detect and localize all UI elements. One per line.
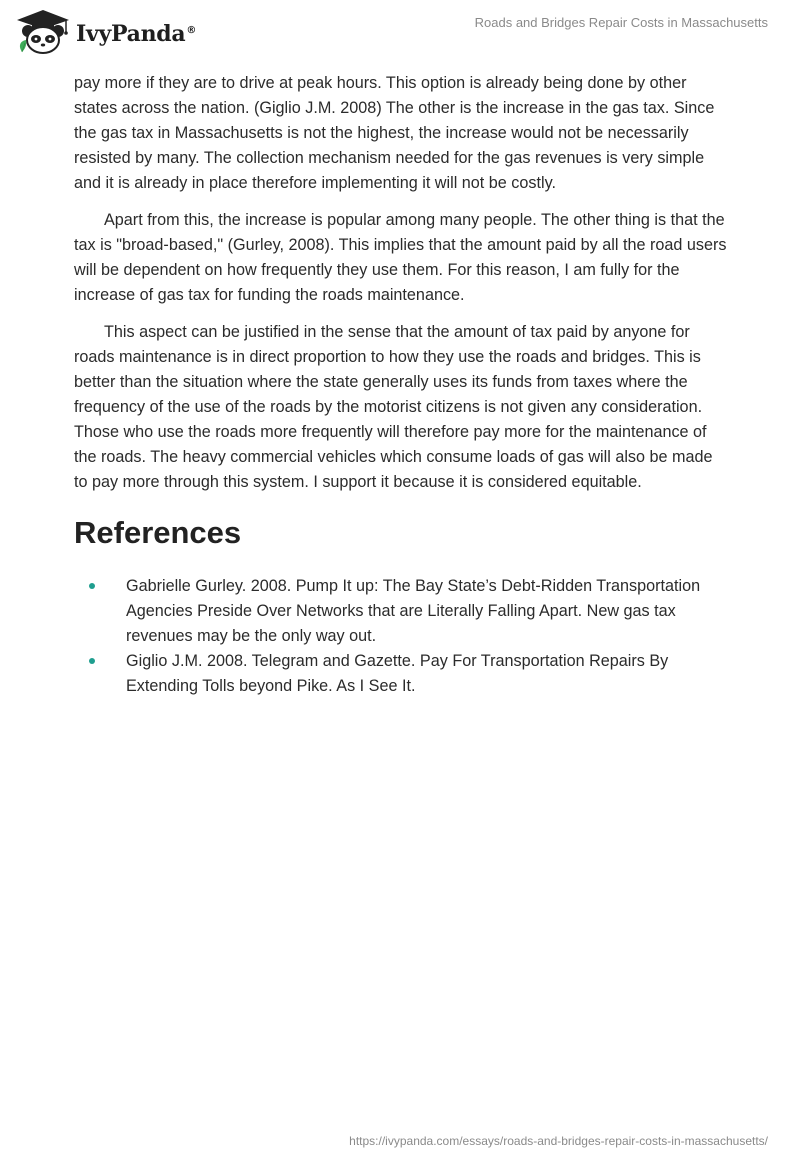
references-list (74, 574, 730, 699)
references-heading: References (74, 515, 242, 550)
body-paragraph: Apart from this, the increase is popular among many people. The other thing is that the tax is "broad-based," (Gurley, 2008). This implies that the amount paid by all the road users will be dependent on how frequently they use them. For this reason, I am fully for the increase of gas tax for funding the roads maintenance. (74, 211, 727, 304)
reference-item (74, 649, 730, 699)
bullet-icon (89, 583, 95, 589)
body-paragraph: This aspect can be justified in the sense that the amount of tax paid by anyone for roads maintenance is in direct proportion to how they use the roads and bridges. This is better than the situation where the state generally uses its funds from taxes where the frequency of the use of the roads by the motorist citizens is not given any consideration. Those who use the roads more frequently will therefore pay more for the maintenance of the roads. The heavy commercial vehicles which consume loads of gas will also be made to pay more through this system. I support it because it is considered equitable. (74, 323, 713, 491)
ivypanda-logo[interactable] (14, 8, 196, 56)
brand-name-text: IvyPanda (76, 21, 186, 47)
reference-item (74, 574, 730, 649)
brand-name (76, 21, 196, 47)
source-url-link[interactable]: https://ivypanda.com/essays/roads-and-bridges-repair-costs-in-massachusetts/ (349, 1134, 768, 1148)
registered-mark: ® (186, 24, 197, 36)
bullet-icon (89, 658, 95, 664)
document-title: Roads and Bridges Repair Costs in Massachusetts (474, 15, 768, 30)
essay-content (74, 71, 730, 699)
body-paragraph: pay more if they are to drive at peak hours. This option is already being done by other states across the nation. (Giglio J.M. 2008) The other is the increase in the gas tax. Since the gas tax in Massachusetts is not the highest, the increase would not be necessarily resisted by many. The collection mechanism needed for the gas revenues is very simple and it is already in place therefore implementing it will not be costly. (74, 74, 715, 192)
page-header (0, 0, 800, 64)
reference-text: Gabrielle Gurley. 2008. Pump It up: The Bay State’s Debt-Ridden Transportation Agencies Preside Over Networks that are Literally Falling Apart. New gas tax revenues may be the only way out. (126, 577, 701, 645)
reference-text: Giglio J.M. 2008. Telegram and Gazette. Pay For Transportation Repairs By Extending Tolls beyond Pike. As I See It. (126, 652, 669, 695)
panda-graduate-icon (14, 8, 72, 56)
